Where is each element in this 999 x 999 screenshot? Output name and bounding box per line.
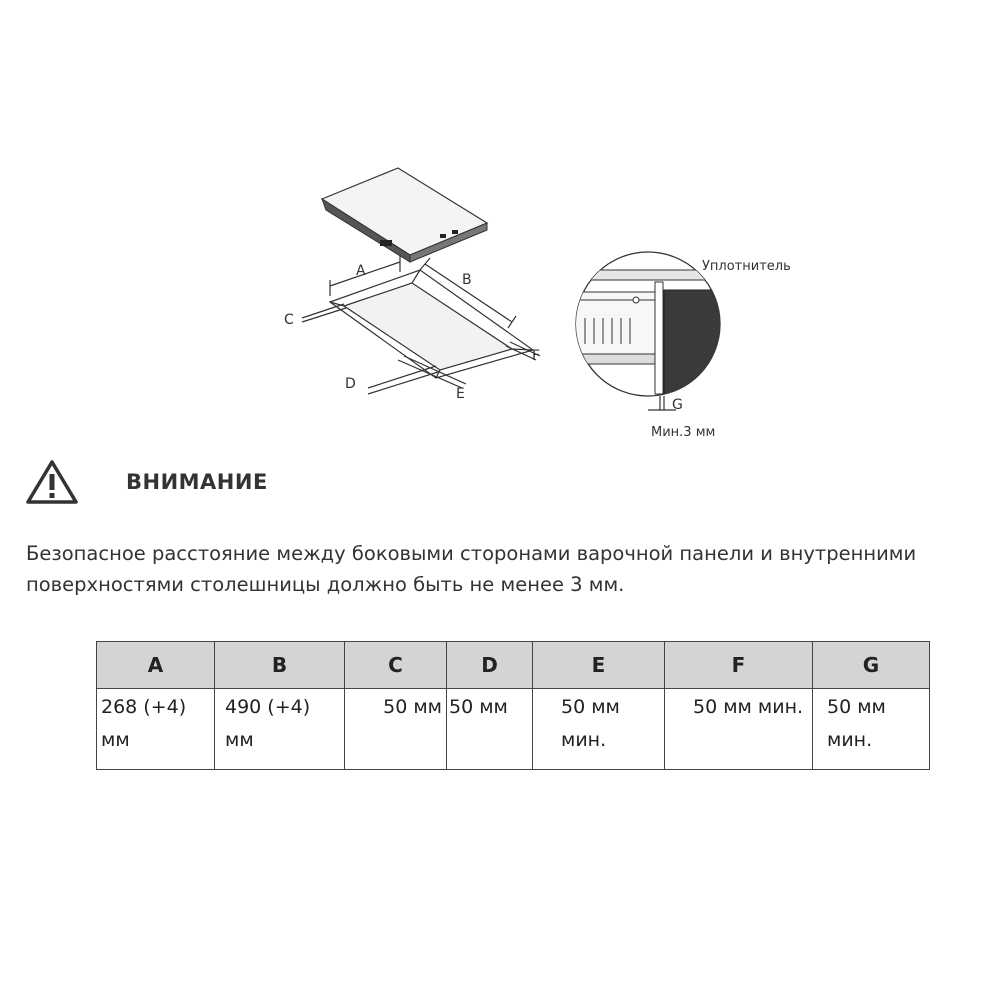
table-header-cell: C [345,642,447,689]
label-c: C [284,312,294,328]
table-row [97,689,930,770]
warning-triangle-icon [26,459,78,505]
warning-title: ВНИМАНИЕ [126,470,268,494]
table-header-cell: F [665,642,813,689]
table-cell: 50 мм мин. [533,689,665,770]
safety-text: Безопасное расстояние между боковыми сторонами варочной панели и внутренними поверхностями столешницы должно быть не менее 3 мм. [26,542,917,596]
table-header-cell: E [533,642,665,689]
dimensions-table [96,641,930,770]
label-d: D [345,376,356,392]
label-g: G [672,397,683,413]
label-f: F [532,348,541,364]
table-cell: 50 мм [345,689,447,770]
table-cell: 490 (+4) мм [215,689,345,770]
warning-block [26,458,268,506]
table-header-row [97,642,930,689]
label-a: A [356,263,366,279]
table-header-cell: D [447,642,533,689]
seal-detail-illustration [570,252,734,410]
hob-illustration [322,168,487,262]
table-cell: 50 мм мин. [813,689,930,770]
seal-label: Уплотнитель [702,259,791,274]
table-header-cell: G [813,642,930,689]
table-header-cell: A [97,642,215,689]
min-gap-label: Мин.3 мм [651,425,716,440]
table-header-cell: B [215,642,345,689]
table-cell: 268 (+4) мм [97,689,215,770]
installation-diagram [0,0,999,450]
countertop-cutout-illustration [302,256,540,394]
label-e: E [456,386,465,402]
label-b: B [462,272,472,288]
table-cell: 50 мм мин. [665,689,813,770]
table-cell: 50 мм [447,689,533,770]
